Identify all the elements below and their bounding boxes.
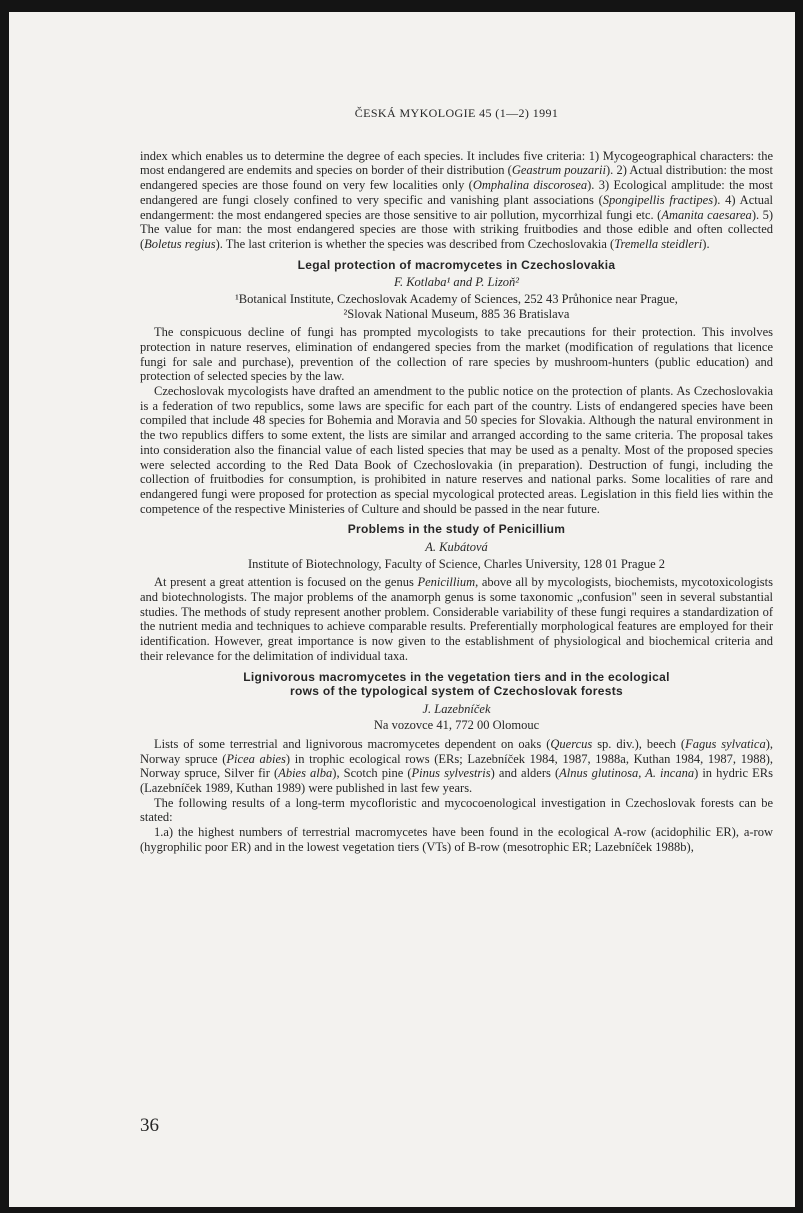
- section-affiliation: Institute of Biotechnology, Faculty of Science, Charles University, 128 01 Prague 2: [247, 556, 666, 571]
- journal-page: [9, 12, 795, 1207]
- section-affiliation: Na vozovce 41, 772 00 Olomouc: [373, 718, 540, 733]
- body-paragraph: At present a great attention is focused on the genus Penicillium, above all by mycologists, biochemists, mycotoxicologists and biotechnologists. The major problems of the anamorph genus is some taxonomic „confusion" seen in several substantial studies. The methods of study represent another problem. Considerable variability of these fungi requires a standardization of the nutrient media and techniques to achieve comparable results. Preferentially morphological features are employed for their identification. However, great importance is now given to the establishment of physiological and biochemical criteria and their relevance for the delimitation of individual taxa.: [140, 575, 774, 663]
- section-title-lignivorous: Lignivorous macromycetes in the vegetation tiers and in the ecological rows of the typological system of Czechoslovak forests: [243, 669, 670, 698]
- body-paragraph: 1.a) the highest numbers of terrestrial macromycetes have been found in the ecological A-row (acidophilic ER), a-row (hygrophilic poor ER) and in the lowest vegetation tiers (VTs) of B-row (mesotrophic ER; Lazebníček 1988b),: [140, 825, 773, 854]
- section-affiliation: ¹Botanical Institute, Czechoslovak Academy of Sciences, 252 43 Průhonice near Prague, ²Slovak National Museum, 885 36 Bratislava: [235, 291, 678, 321]
- page-content: [140, 106, 773, 855]
- section-authors: F. Kotlaba¹ and P. Lizoň²: [393, 275, 520, 290]
- section-title-legal-protection: Legal protection of macromycetes in Czechoslovakia: [297, 257, 616, 272]
- page-number: 36: [140, 1115, 159, 1136]
- section-authors: J. Lazebníček: [422, 701, 491, 716]
- section-authors: A. Kubátová: [425, 539, 488, 554]
- body-paragraph: The conspicuous decline of fungi has prompted mycologists to take precautions for their protection. This involves protection in nature reserves, elimination of endangered species from the market (modification of regulations that licence fungi for sale and purchase), prevention of the collection of rare species by mushroom-hunters (public education) and protection of selected species by the law.: [140, 325, 773, 384]
- running-head: ČESKÁ MYKOLOGIE 45 (1—2) 1991: [354, 106, 559, 120]
- intro-paragraph: index which enables us to determine the degree of each species. It includes five criteria: 1) Mycogeographical characters: the most endangered are endemits and species on border of their distribution (Geastrum pouzarii). 2) Actual distribution: the most endangered species are those found on very few localities only (Omphalina discorosea). 3) Ecological amplitude: the most endangered are fungi closely confined to very specific and vanishing plant associations (Spongipellis fractipes). 4) Actual endangerment: the most endangered species are those sensitive to air pollution, mycorrhizal fungi etc. (Amanita caesarea). 5) The value for man: the most endangered species are those with striking fruitbodies and those edible and often collected (Boletus regius). The last criterion is whether the species was described from Czechoslovakia (Tremella steidleri).: [140, 148, 773, 251]
- section-title-penicillium: Problems in the study of Penicillium: [347, 522, 566, 537]
- body-paragraph: Czechoslovak mycologists have drafted an amendment to the public notice on the protection of plants. As Czechoslovakia is a federation of two republics, some laws are specific for each part of the country. Lists of endangered species have been compiled that include 48 species for Bohemia and Moravia and 50 species for Slovakia. Although the natural environment in the two republics differs to some extent, the lists are similar and arranged according to the same criteria. The proposal takes into consideration also the financial value of each listed species that may be used as a penalty. Most of the proposed species were selected according to the Red Data Book of Czechoslovakia (in preparation). Destruction of fungi, including the collection of fruitbodies for consumption, is prohibited in nature reserves and national parks. Some localities of rare and endangered fungi were proposed for protection as special mycological protected areas. Legislation in this field lies within the competence of the respective Ministeries of Culture and should be passed in the near future.: [140, 384, 773, 516]
- body-paragraph: Lists of some terrestrial and lignivorous macromycetes dependent on oaks (Quercus sp. div.), beech (Fagus sylvatica), Norway spruce (Picea abies) in trophic ecological rows (ERs; Lazebníček 1984, 1987, 1988a, Kuthan 1984, 1987, 1988), Norway spruce, Silver fir (Abies alba), Scotch pine (Pinus sylvestris) and alders (Alnus glutinosa, A. incana) in hydric ERs (Lazebníček 1989, Kuthan 1989) were published in last few years.: [140, 736, 773, 796]
- body-paragraph: The following results of a long-term mycofloristic and mycocoenological investigation in Czechoslovak forests can be stated:: [140, 795, 773, 825]
